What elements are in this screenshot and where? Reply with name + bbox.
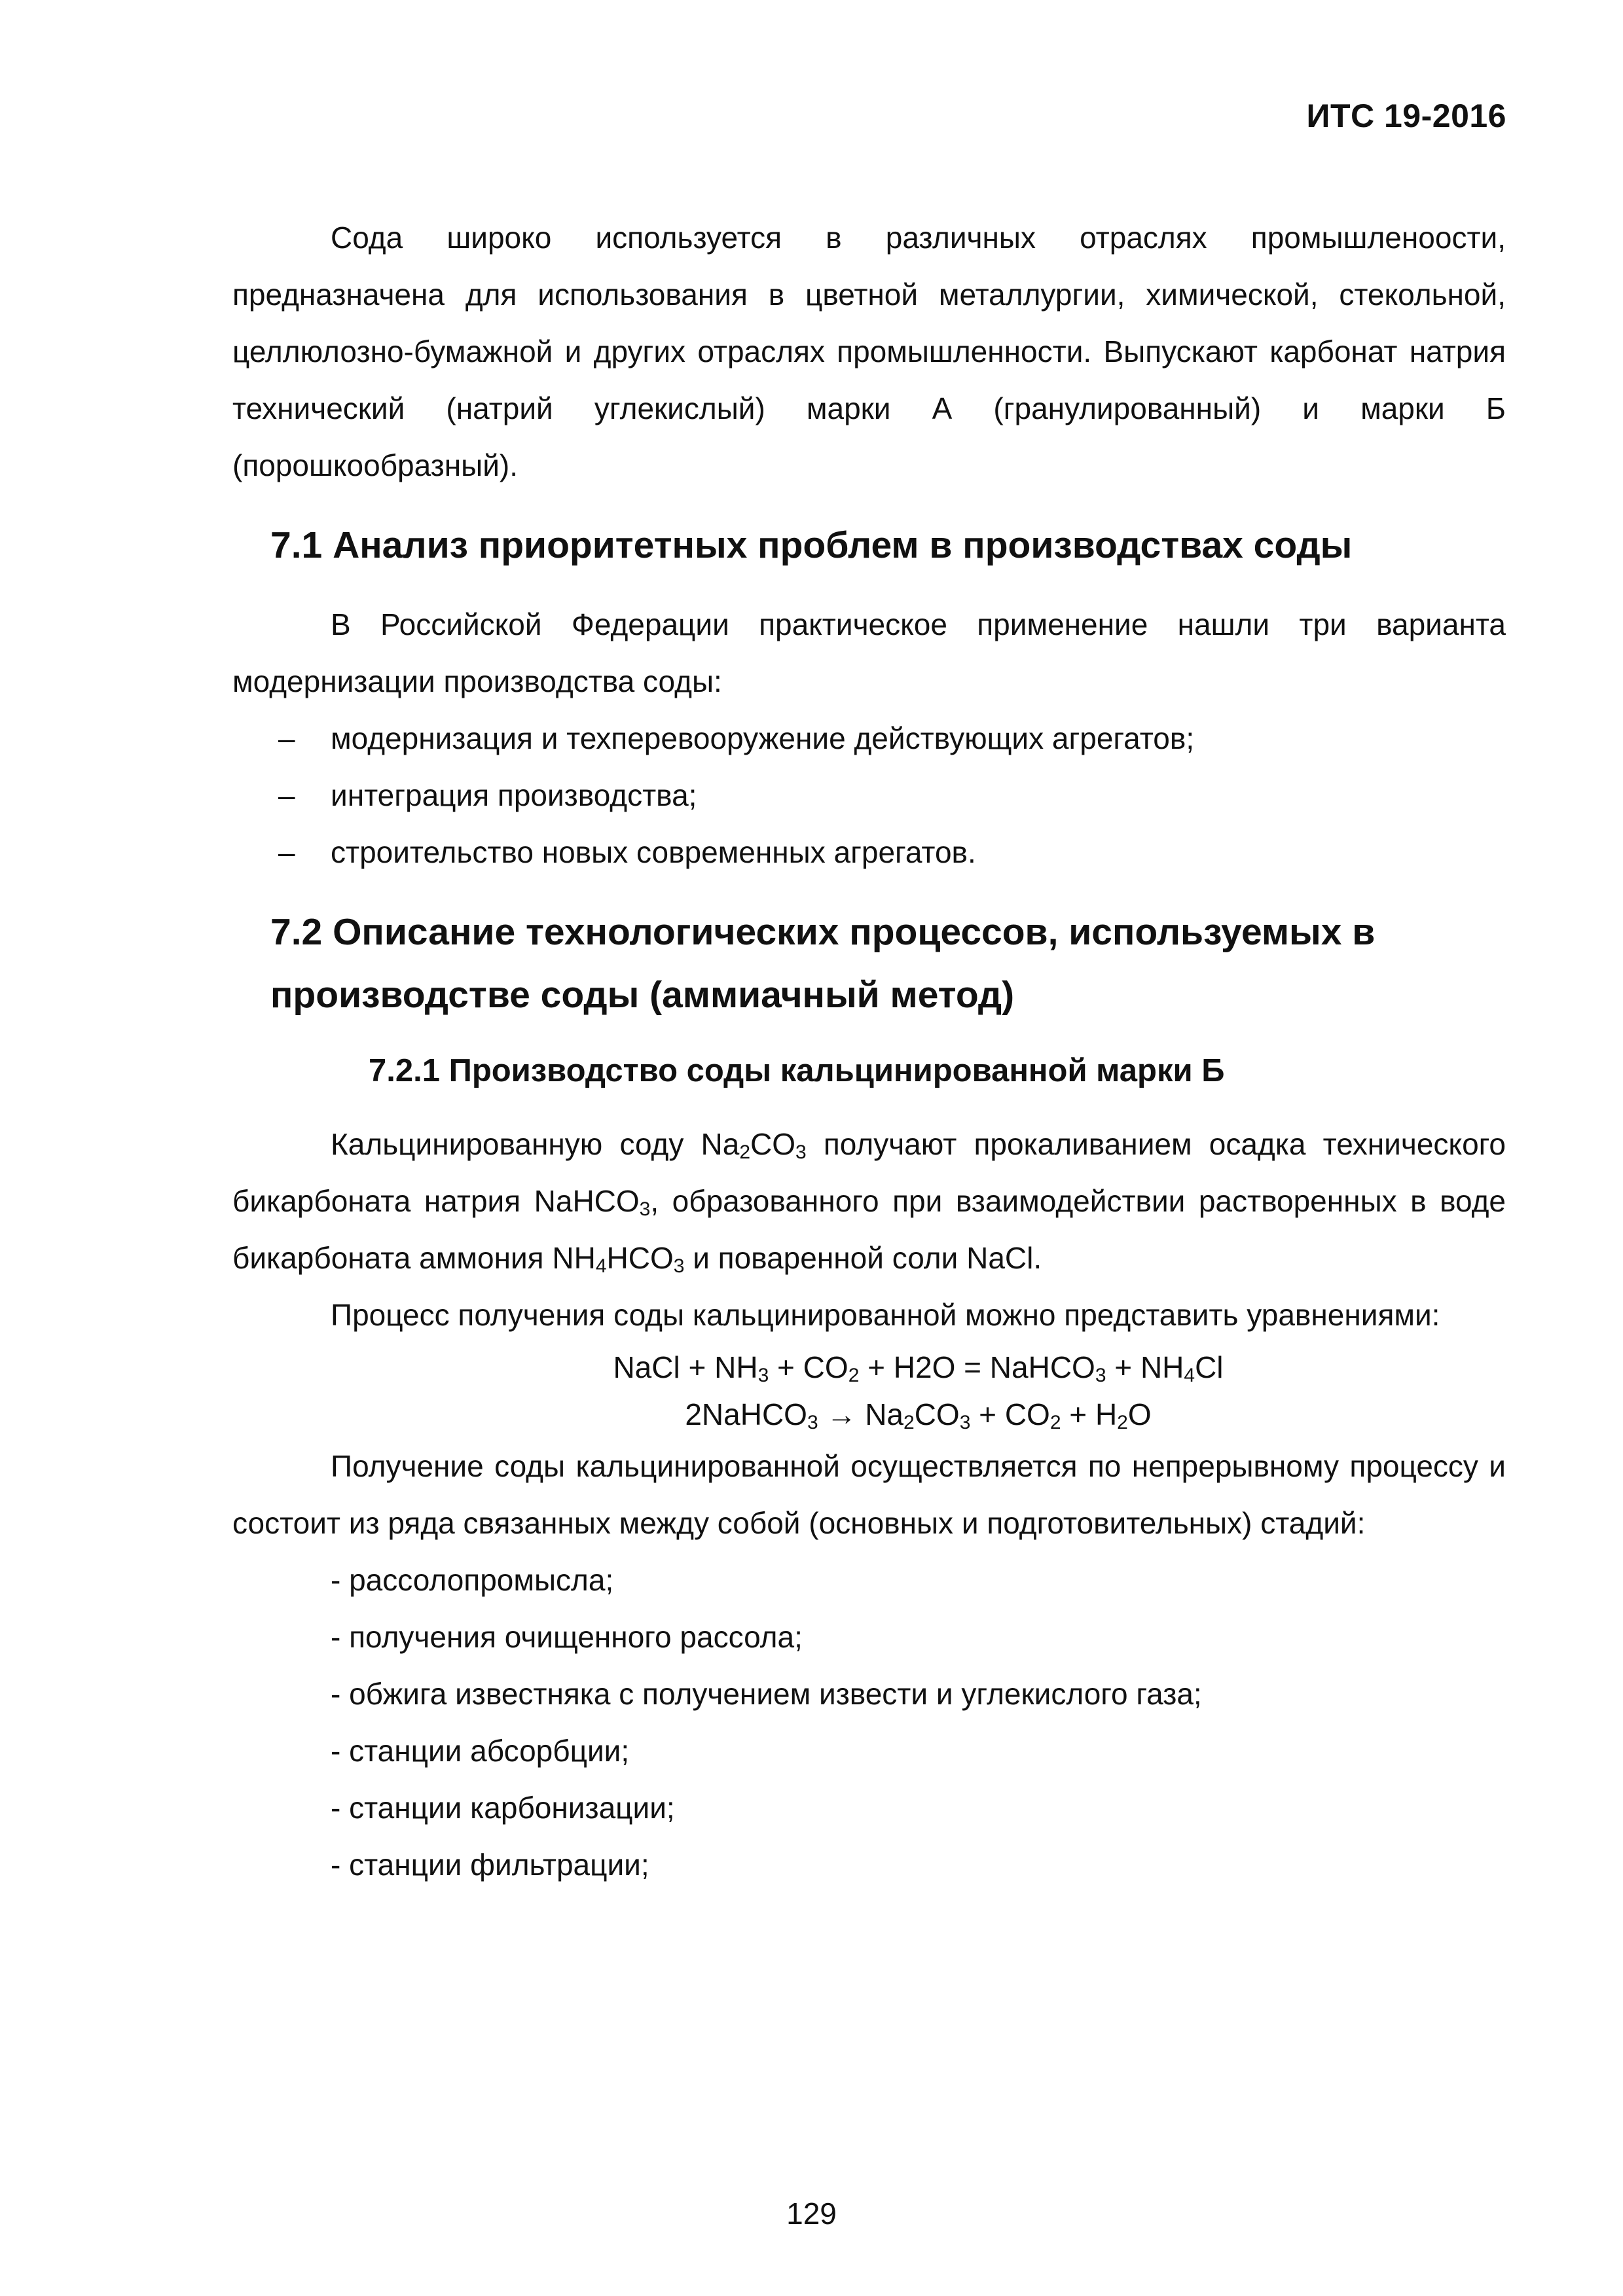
text-run: Кальцинированную соду Na bbox=[331, 1127, 740, 1161]
subscript: 2 bbox=[739, 1141, 751, 1163]
eq-part: O bbox=[1127, 1397, 1152, 1431]
eq-part: CO bbox=[914, 1397, 960, 1431]
text-run: CO bbox=[750, 1127, 796, 1161]
subscript: 4 bbox=[595, 1255, 607, 1277]
modernization-list bbox=[232, 710, 1506, 881]
subscript: 3 bbox=[807, 1412, 818, 1433]
section-7-2-heading: 7.2 Описание технологических процессов, используемых в производстве соды (аммиачный метод) bbox=[270, 911, 1376, 1016]
subscript: 3 bbox=[1095, 1365, 1106, 1386]
subscript: 2 bbox=[903, 1412, 915, 1433]
subscript: 3 bbox=[757, 1365, 769, 1386]
list-item bbox=[232, 824, 1506, 881]
page-number: 129 bbox=[786, 2197, 837, 2231]
eq-part: + NH bbox=[1106, 1350, 1184, 1384]
list-item: - обжига известняка с получением извести и углекислого газа; bbox=[331, 1677, 1202, 1711]
intro-paragraph: Сода широко используется в различных отраслях промышленоости, предназначена для использования в цветной металлургии, химической, стекольной, целлюлозно-бумажной и других отраслях промышленности. Выпускают карбонат натрия технический (натрий углекислый) марки А (гранулированный) и марки Б (порошкообразный). bbox=[232, 221, 1506, 482]
dash-bullet: – bbox=[278, 721, 295, 755]
process-stages-list bbox=[232, 1552, 1506, 1893]
list-item-text: строительство новых современных агрегатов. bbox=[331, 835, 976, 869]
eq-part: + H2O = NaHCO bbox=[859, 1350, 1095, 1384]
list-item: - станции фильтрации; bbox=[331, 1848, 649, 1882]
eq-part: Cl bbox=[1195, 1350, 1224, 1384]
text-run: получают прокаливанием осадка технического бикарбоната натрия NaHCO bbox=[232, 1127, 1506, 1218]
section-7-1-paragraph: В Российской Федерации практическое применение нашли три варианта модернизации производства соды: bbox=[232, 607, 1506, 698]
list-item: - получения очищенного рассола; bbox=[331, 1620, 803, 1654]
subscript: 2 bbox=[848, 1365, 860, 1386]
dash-bullet: – bbox=[278, 778, 295, 812]
subscript: 2 bbox=[1117, 1412, 1128, 1433]
eq-part: + H bbox=[1061, 1397, 1118, 1431]
subscript: 3 bbox=[639, 1198, 651, 1220]
soda-ash-paragraph bbox=[232, 1116, 1506, 1287]
equation-2 bbox=[232, 1391, 1506, 1438]
equations-intro-paragraph: Процесс получения соды кальцинированной можно представить уравнениями: bbox=[331, 1298, 1440, 1332]
eq-part: NaCl + NH bbox=[613, 1350, 758, 1384]
section-7-1-heading: 7.1 Анализ приоритетных проблем в производствах соды bbox=[270, 524, 1353, 566]
page-content bbox=[232, 209, 1506, 1893]
subscript: 3 bbox=[795, 1141, 807, 1163]
list-item-text: интеграция производства; bbox=[331, 778, 697, 812]
subscript: 3 bbox=[673, 1255, 685, 1277]
list-item: - станции карбонизации; bbox=[331, 1791, 675, 1825]
eq-part: + CO bbox=[970, 1397, 1050, 1431]
eq-part: 2NaHCO bbox=[685, 1397, 807, 1431]
list-item bbox=[232, 767, 1506, 824]
subscript: 4 bbox=[1184, 1365, 1195, 1386]
list-item-text: модернизация и техперевооружение действующих агрегатов; bbox=[331, 721, 1195, 755]
dash-bullet: – bbox=[278, 835, 295, 869]
process-stages-paragraph: Получение соды кальцинированной осуществляется по непрерывному процессу и состоит из ряда связанных между собой (основных и подготовительных) стадий: bbox=[232, 1449, 1506, 1540]
subsection-7-2-1-heading: 7.2.1 Производство соды кальцинированной марки Б bbox=[369, 1053, 1225, 1088]
text-run: и поваренной соли NaCl. bbox=[684, 1241, 1042, 1275]
subscript: 3 bbox=[959, 1412, 971, 1433]
equation-1 bbox=[232, 1344, 1506, 1391]
list-item bbox=[232, 710, 1506, 767]
eq-part: + CO bbox=[769, 1350, 848, 1384]
text-run: HCO bbox=[606, 1241, 674, 1275]
subscript: 2 bbox=[1049, 1412, 1061, 1433]
text-run: , образованного при взаимодействии растворенных в воде бикарбоната аммония NH bbox=[232, 1184, 1506, 1275]
document-id-header: ИТС 19-2016 bbox=[1306, 98, 1506, 134]
eq-part: → Na bbox=[818, 1397, 904, 1431]
list-item: - рассолопромысла; bbox=[331, 1563, 614, 1597]
list-item: - станции абсорбции; bbox=[331, 1734, 630, 1768]
